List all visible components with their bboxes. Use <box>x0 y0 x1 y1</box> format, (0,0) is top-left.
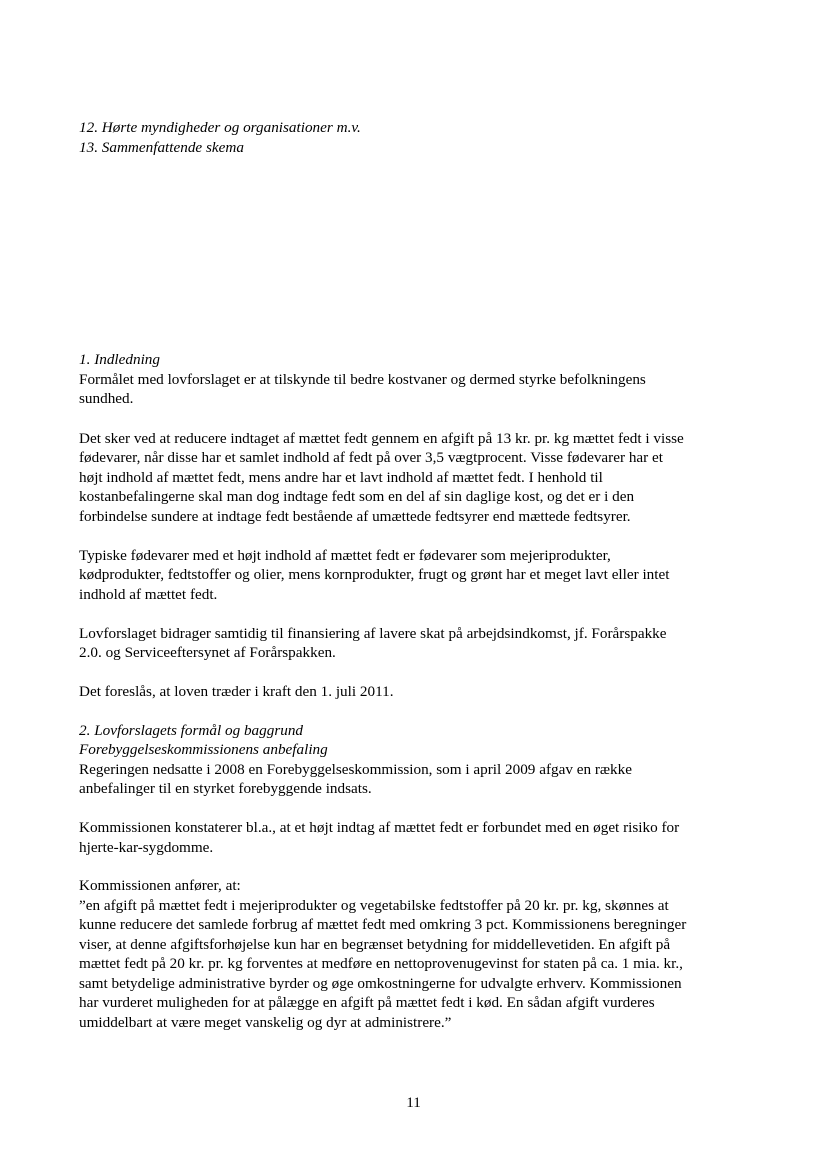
toc-item-13: 13. Sammenfattende skema <box>79 138 244 156</box>
paragraph-line: Det sker ved at reducere indtaget af mættet fedt gennem en afgift på 13 kr. pr. kg mættet fedt i visse <box>79 429 684 447</box>
page-number: 11 <box>406 1094 421 1111</box>
paragraph-line: højt indhold af mættet fedt, mens andre har et lavt indhold af mættet fedt. I henhold til <box>79 468 603 486</box>
paragraph-line: Lovforslaget bidrager samtidig til finansiering af lavere skat på arbejdsindkomst, jf. Forårspakke <box>79 624 667 642</box>
paragraph-line: Kommissionen konstaterer bl.a., at et højt indtag af mættet fedt er forbundet med en øget risiko for <box>79 819 680 836</box>
paragraph-line: Formålet med lovforslaget er at tilskynde til bedre kostvaner og dermed styrke befolkningens <box>79 370 646 388</box>
paragraph-line: forbindelse sundere at indtage fedt bestående af umættede fedtsyrer end mættede fedtsyrer. <box>79 507 631 525</box>
paragraph-line: anbefalinger til en styrket forebyggende indsats. <box>79 780 372 797</box>
quote-line: samt betydelige administrative byrder og øge omkostningerne for udvalgte erhverv. Kommissionen <box>79 974 682 992</box>
quote-line: har vurderet muligheden for at pålægge en afgift på mættet fedt i kød. En sådan afgift vurderes <box>79 994 655 1011</box>
paragraph-line: sundhed. <box>79 390 134 407</box>
quote-line: umiddelbart at være meget vanskelig og dyr at administrere.” <box>79 1013 452 1031</box>
paragraph-line: indhold af mættet fedt. <box>79 585 218 603</box>
paragraph-line: Kommissionen anfører, at: <box>79 877 241 894</box>
quote-line: ”en afgift på mættet fedt i mejeriprodukter og vegetabilske fedtstoffer på 20 kr. pr. kg, skønnes at <box>79 896 669 914</box>
section-2-heading: 2. Lovforslagets formål og baggrund <box>79 721 304 739</box>
paragraph-line: 2.0. og Serviceeftersynet af Forårspakken. <box>79 644 336 661</box>
section-2-subheading: Forebyggelseskommissionens anbefaling <box>79 741 328 758</box>
paragraph-line: Regeringen nedsatte i 2008 en Forebyggelseskommission, som i april 2009 afgav en række <box>79 760 632 778</box>
quote-line: viser, at denne afgiftsforhøjelse kun har en begrænset betydning for middellevetiden. En afgift på <box>79 935 671 953</box>
paragraph-line: kødprodukter, fedtstoffer og olier, mens kornprodukter, frugt og grønt har et meget lavt eller intet <box>79 566 670 583</box>
paragraph-line: fødevarer, når disse har et samlet indhold af fedt på over 3,5 vægtprocent. Visse fødevarer har et <box>79 449 663 466</box>
quote-line: mættet fedt på 20 kr. pr. kg forventes at medføre en nettoprovenugevinst for staten på ca. 1 mia. kr., <box>79 955 683 972</box>
toc-item-12: 12. Hørte myndigheder og organisationer m.v. <box>79 119 361 136</box>
section-1-heading: 1. Indledning <box>79 351 160 368</box>
paragraph-line: Det foreslås, at loven træder i kraft den 1. juli 2011. <box>79 683 394 700</box>
paragraph-line: hjerte-kar-sygdomme. <box>79 838 214 856</box>
paragraph-line: kostanbefalingerne skal man dog indtage fedt som en del af sin daglige kost, og det er i den <box>79 488 635 505</box>
paragraph-line: Typiske fødevarer med et højt indhold af mættet fedt er fødevarer som mejeriprodukter, <box>79 546 611 564</box>
quote-line: kunne reducere det samlede forbrug af mættet fedt med omkring 3 pct. Kommissionens beregninger <box>79 916 687 933</box>
